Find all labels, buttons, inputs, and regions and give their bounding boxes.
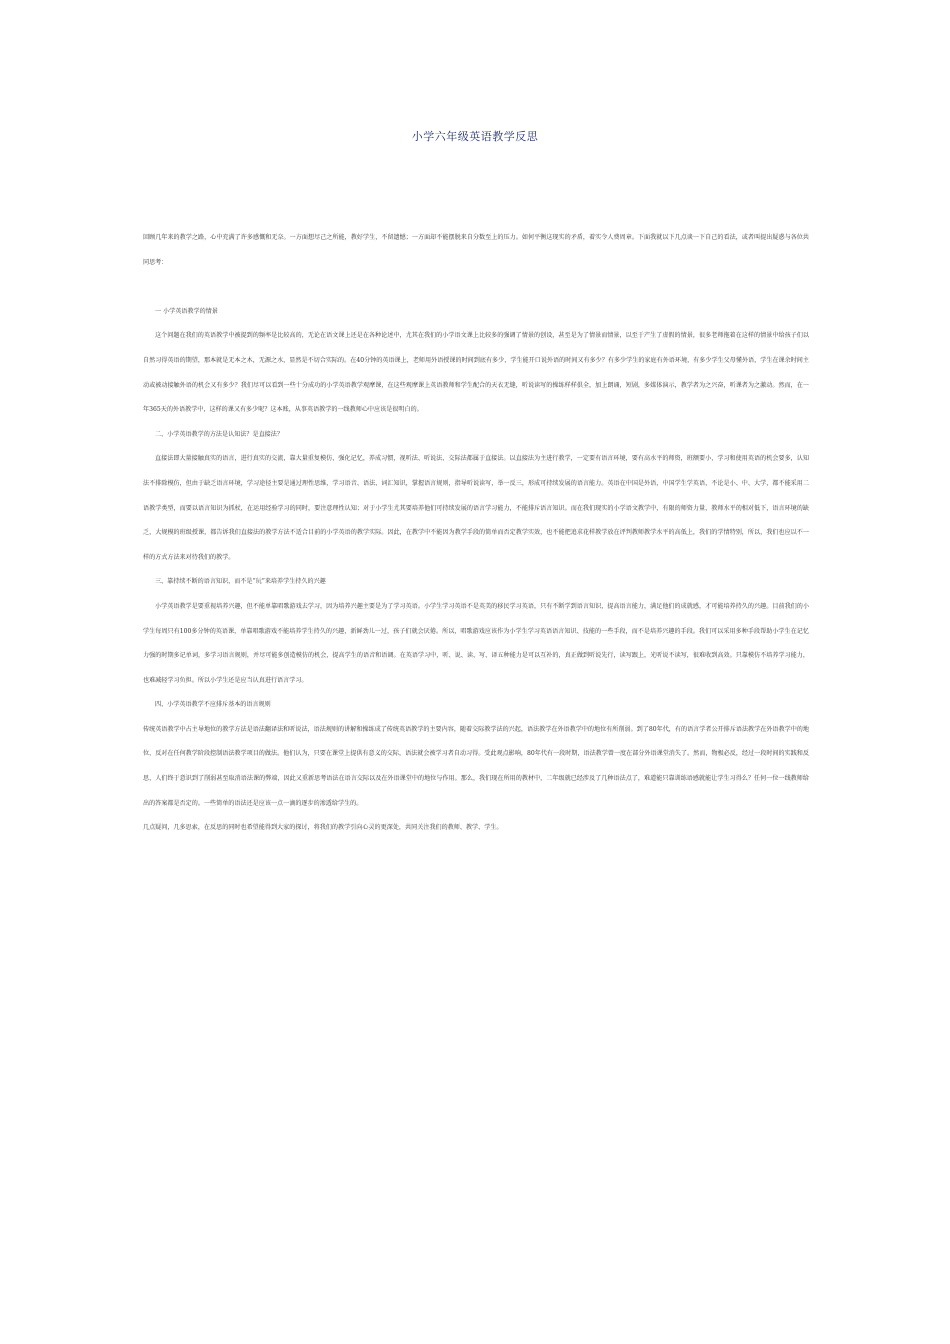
section-paragraph-4: 传统英语教学中占主导地位的教学方法是语法翻译法和听说法，语法规则的讲解和操练成了传统英语教学的主要内容，随着交际教学法的兴起，语法教学在外语教学中的地位有所削弱。到了80年代，有的语言学者公开排斥语法教学在外语教学中的地位，反对在任何教学阶段控制语法教学项目的做法。他们认为，只要在课堂上提供有意义的交际，语法就会被学习者自动习得。受此观点影响，80年代有一段时期，语法教学曾一度在部分外语课堂消失了。然而，物极必反，经过一段时间的实践和反思，人们终于意识到了削弱甚至取消语法课的弊端，因此又重新思考语法在语言交际以及在外语课堂中的地位与作用。那么，我们现在所用的教材中，二年级就已经涉及了几种语法点了，难道能只靠训练语感就能让学生习得么？任何一位一线教师给出的答案都是否定的。一些简单的语法还是应该一点一滴的逐步的渗透给学生的。	[143, 725, 809, 807]
section-paragraph-3: 小学英语教学是要重视培养兴趣，但不能单靠唱歌游戏去学习，因为培养兴趣主要是为了学习英语。小学生学习英语不是英美的移民学习英语，只有不断学到语言知识，提高语言能力，满足他们的成就感，才可能培养持久的兴趣。目前我们的小学生每周只有100多分钟的英语课，单靠唱歌游戏不能培养学生持久的兴趣，新鲜劲儿一过，孩子们就会厌倦。所以，唱歌游戏应该作为小学生学习英语语言知识、技能的一些手段，而不是培养兴趣的手段。我们可以采用多种手段帮助小学生在记忆力强的时期多记单词，多学习语言规则，并尽可能多创造模仿的机会，提高学生的语音和语调。在英语学习中，听、说、读、写、译五种能力是可以互补的，真正做到听说先行，读写跟上，光听说不读写，很难收到高效。只靠模仿不培养学习能力，也难减轻学习负担。所以小学生还是应当认真进行语言学习。	[143, 602, 809, 684]
section-paragraph-1: 这个问题在我们的英语教学中被提到的频率是比较高的，无论在语文课上还是在各种论述中，尤其在我们的小学语文课上比较多的强调了情景的创设，甚至是为了情景而情景，以至于产生了虚假的情景，很多老师拖着在这样的情景中给孩子们以自然习得英语的期望，那本就是无本之木，无源之水，显然是不切合实际的。在40分钟的英语课上，老师用外语授课的时间到底有多少，学生能开口说外语的时间又有多少？有多少学生的家庭有外语环境，有多少学生父母懂外语，学生在课余时间主动或被动接触外语的机会又有多少？我们尽可以看到一些十分成功的小学英语教学观摩课，在这些观摩课上英语教师和学生配合的天衣无缝，听说读写的操练样样俱全，加上朗诵，短剧，多媒体演示，教学者为之兴奋，听课者为之激动。然而，在一年365天的外语教学中，这样的课又有多少呢？这本账，从事英语教学的一线教师心中应该是很明白的。	[143, 332, 809, 414]
document-body	[143, 226, 809, 841]
intro-paragraph: 回顾几年来的教学之路，心中充满了许多感慨和无奈。一方面想尽己之所能，教好学生，不留遗憾；一方面却不能摆脱来自分数至上的压力。如何平衡这现实的矛盾，着实令人费周章。下面我就以下几点谈一下自己的看法，或者叫提出疑惑与各位共同思考：	[143, 234, 809, 266]
section-heading-4: 四、小学英语教学不应排斥基本的语言规则	[155, 701, 271, 709]
section-heading-2: 二、小学英语教学的方法是认知法？是直接法？	[155, 430, 283, 438]
document-title: 小学六年级英语教学反思	[411, 130, 539, 143]
section-paragraph-2: 直接法即大量接触真实的语言，进行真实的交流，靠大量重复模仿，强化记忆，养成习惯，视听法、听说法、交际法都属于直接法。以直接法为主进行教学，一定要有语言环境，要有高水平的师资，班额要小，学习和使用英语的机会要多，认知法不排除模仿，但由于缺乏语言环境，学习途径主要是通过理性思维，学习语音、语法、词汇知识，掌握语言规则，指导听说读写，举一反三，形成可持续发展的语言能力。英语在中国是外语，中国学生学英语，不论是小、中、大学，都不能采用二语教学类型，而要以语言知识为抓杖，在运用经验学习的同时，要注意理性认知；对于小学生尤其要培养他们可持续发展的语言学习能力，不能排斥语言知识。而在我们现实的小学语文教学中，有限的师资力量，教师水平的相对低下，语言环境的缺乏，大规模的班级授课，都告诉我们直接法的教学方法不适合目前的小学英语的教学实际。因此，在教学中不能因为教学手段的简单而否定教学实效，也不能把追求花样教学放在评判教师教学水平的高低上，我们的学情特别，所以，我们也应以不一样的方式方法来对待我们的教学。	[143, 455, 809, 561]
section-heading-3: 三、靠持续不断的语言知识，而不是“玩”来培养学生持久的兴趣	[155, 578, 326, 586]
closing-paragraph: 几点疑问，几多思索，在反思的同时也希望能得到大家的探讨，将我们的教学引向心灵的更深处，共同关注我们的教师、教学、学生。	[143, 824, 503, 832]
section-heading-1: 一 小学英语教学的情景	[155, 307, 218, 315]
